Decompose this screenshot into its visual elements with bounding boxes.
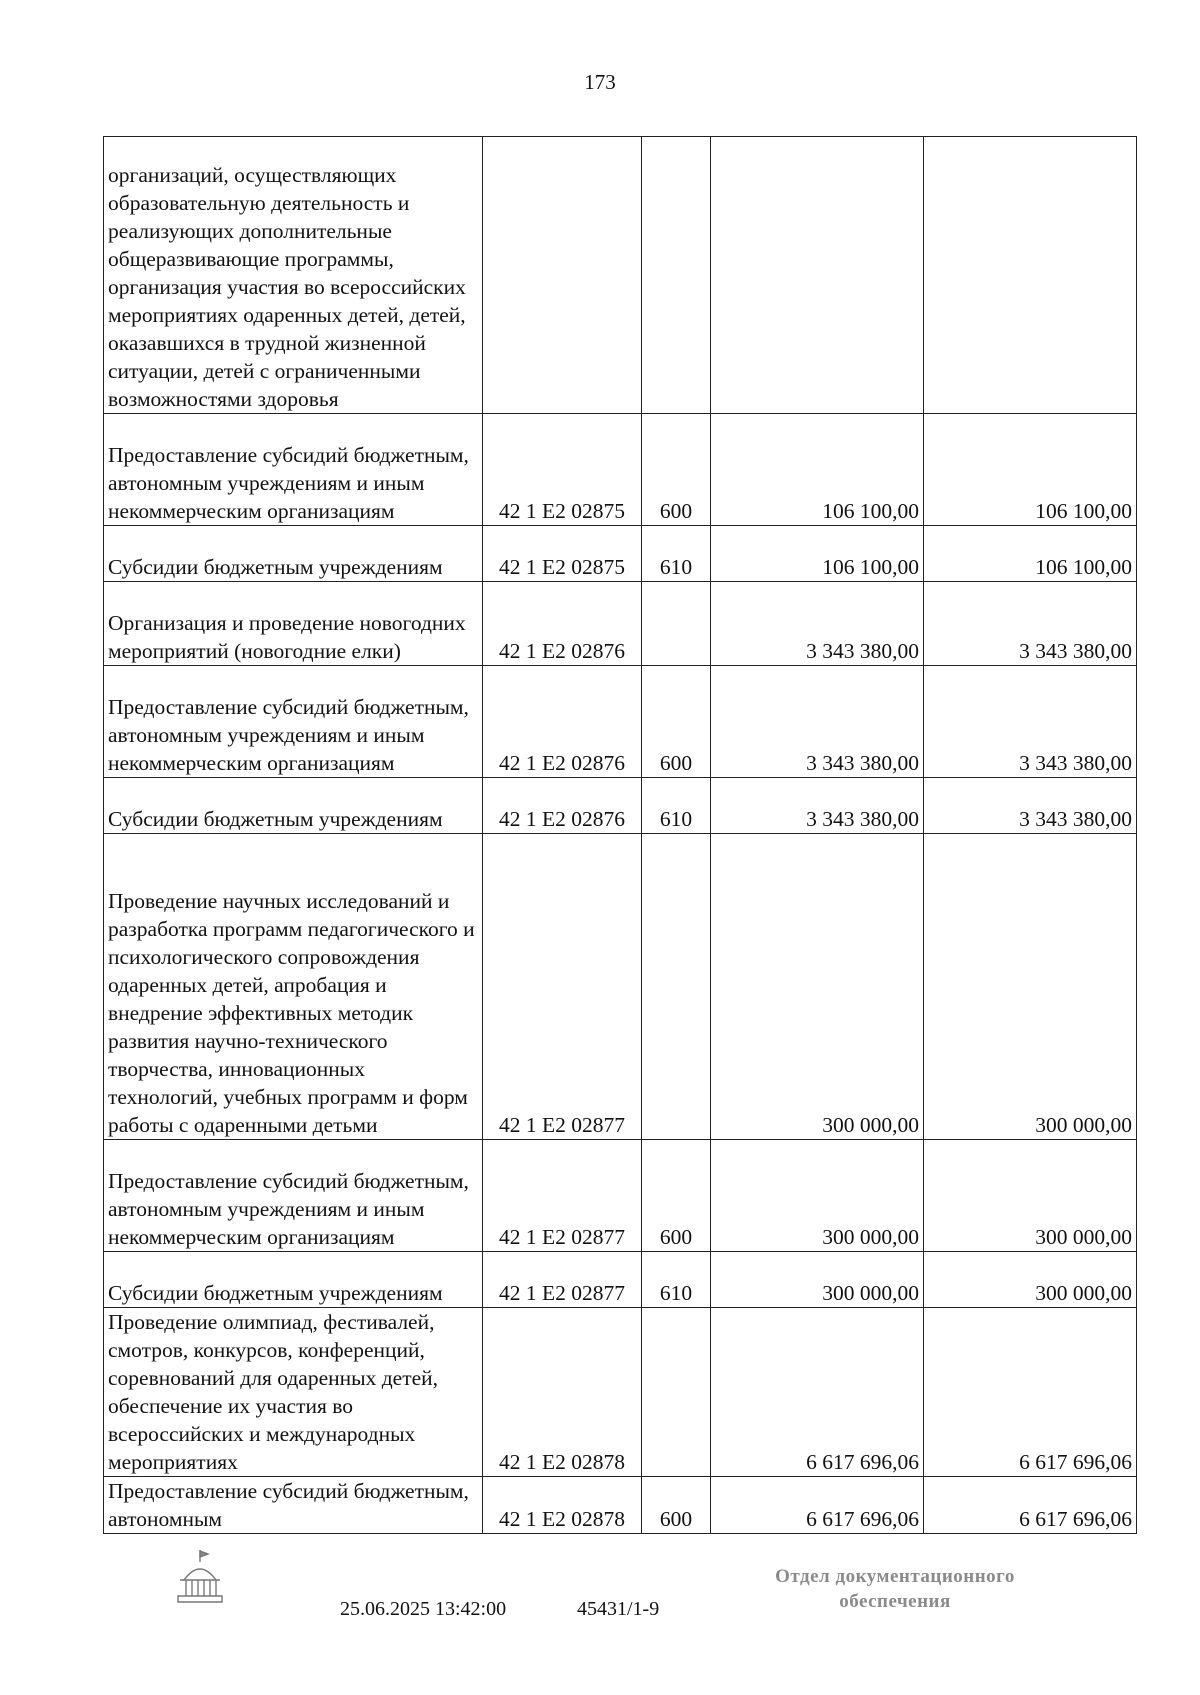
row-name: Предоставление субсидий бюджетным, автономным учреждениям и иным некоммерческим организациям xyxy=(104,666,483,778)
row-sum-2: 6 617 696,06 xyxy=(924,1308,1137,1477)
footer-document-number: 45431/1-9 xyxy=(577,1598,660,1620)
row-sum-2: 300 000,00 xyxy=(924,1252,1137,1308)
row-expense-type: 600 xyxy=(642,1477,711,1534)
row-code: 42 1 E2 02876 xyxy=(483,778,642,834)
row-code: 42 1 E2 02875 xyxy=(483,414,642,526)
row-code: 42 1 E2 02877 xyxy=(483,1252,642,1308)
table-row xyxy=(104,666,1137,778)
row-sum-2: 300 000,00 xyxy=(924,834,1137,1140)
table-row xyxy=(104,137,1137,414)
row-expense-type: 600 xyxy=(642,666,711,778)
row-code: 42 1 E2 02877 xyxy=(483,1140,642,1252)
row-sum-2: 3 343 380,00 xyxy=(924,582,1137,666)
row-name: Предоставление субсидий бюджетным, автономным учреждениям и иным некоммерческим организациям xyxy=(104,414,483,526)
row-sum-1: 300 000,00 xyxy=(711,834,924,1140)
row-sum-2: 300 000,00 xyxy=(924,1140,1137,1252)
row-code: 42 1 E2 02877 xyxy=(483,834,642,1140)
row-name: Проведение олимпиад, фестивалей, смотров, конкурсов, конференций, соревнований для одаренных детей, обеспечение их участия во всероссийских и международных мероприятиях xyxy=(104,1308,483,1477)
row-sum-2 xyxy=(924,137,1137,414)
row-code: 42 1 E2 02875 xyxy=(483,526,642,582)
row-expense-type: 610 xyxy=(642,778,711,834)
row-sum-2: 106 100,00 xyxy=(924,526,1137,582)
row-sum-1: 3 343 380,00 xyxy=(711,582,924,666)
duma-building-logo xyxy=(170,1548,230,1608)
row-sum-1 xyxy=(711,137,924,414)
row-expense-type: 600 xyxy=(642,1140,711,1252)
row-sum-1: 106 100,00 xyxy=(711,414,924,526)
row-name: организаций, осуществляющих образовательную деятельность и реализующих дополнительные общеразвивающие программы, организация участия во всероссийских мероприятиях одаренных детей, детей, оказавшихся в трудной жизненной ситуации, детей с ограниченными возможностями здоровья xyxy=(104,137,483,414)
table-row xyxy=(104,1308,1137,1477)
row-name: Проведение научных исследований и разработка программ педагогического и психологического сопровождения одаренных детей, апробация и внедрение эффективных методик развития научно-технического творчества, инновационных технологий, учебных программ и форм работы с одаренными детьми xyxy=(104,834,483,1140)
row-code: 42 1 E2 02878 xyxy=(483,1308,642,1477)
row-name: Организация и проведение новогодних мероприятий (новогодние елки) xyxy=(104,582,483,666)
row-code: 42 1 E2 02878 xyxy=(483,1477,642,1534)
table-row xyxy=(104,834,1137,1140)
row-sum-2: 3 343 380,00 xyxy=(924,666,1137,778)
duma-building-icon xyxy=(170,1548,230,1608)
row-expense-type xyxy=(642,1308,711,1477)
row-sum-1: 106 100,00 xyxy=(711,526,924,582)
table-row xyxy=(104,526,1137,582)
stamp-line-1: Отдел документационного xyxy=(775,1566,1015,1587)
row-sum-1: 6 617 696,06 xyxy=(711,1477,924,1534)
footer-datetime: 25.06.2025 13:42:00 xyxy=(340,1598,507,1620)
row-name: Субсидии бюджетным учреждениям xyxy=(104,1252,483,1308)
row-expense-type: 600 xyxy=(642,414,711,526)
table-row xyxy=(104,414,1137,526)
table-row xyxy=(104,582,1137,666)
row-sum-2: 6 617 696,06 xyxy=(924,1477,1137,1534)
table-row xyxy=(104,1252,1137,1308)
table-row xyxy=(104,778,1137,834)
row-code: 42 1 E2 02876 xyxy=(483,582,642,666)
row-sum-2: 3 343 380,00 xyxy=(924,778,1137,834)
department-stamp xyxy=(730,1564,1060,1614)
row-expense-type xyxy=(642,137,711,414)
row-expense-type: 610 xyxy=(642,526,711,582)
page-number: 173 xyxy=(584,70,616,94)
table-row xyxy=(104,1477,1137,1534)
row-sum-1: 300 000,00 xyxy=(711,1140,924,1252)
row-name: Предоставление субсидий бюджетным, автономным xyxy=(104,1477,483,1534)
row-sum-1: 300 000,00 xyxy=(711,1252,924,1308)
stamp-line-2: обеспечения xyxy=(839,1591,951,1612)
row-code xyxy=(483,137,642,414)
row-expense-type xyxy=(642,582,711,666)
row-expense-type xyxy=(642,834,711,1140)
table-row xyxy=(104,1140,1137,1252)
row-name: Субсидии бюджетным учреждениям xyxy=(104,778,483,834)
row-sum-1: 3 343 380,00 xyxy=(711,666,924,778)
row-sum-1: 6 617 696,06 xyxy=(711,1308,924,1477)
row-sum-2: 106 100,00 xyxy=(924,414,1137,526)
row-code: 42 1 E2 02876 xyxy=(483,666,642,778)
row-sum-1: 3 343 380,00 xyxy=(711,778,924,834)
row-name: Предоставление субсидий бюджетным, автономным учреждениям и иным некоммерческим организациям xyxy=(104,1140,483,1252)
row-name: Субсидии бюджетным учреждениям xyxy=(104,526,483,582)
row-expense-type: 610 xyxy=(642,1252,711,1308)
budget-table xyxy=(103,136,1137,1534)
